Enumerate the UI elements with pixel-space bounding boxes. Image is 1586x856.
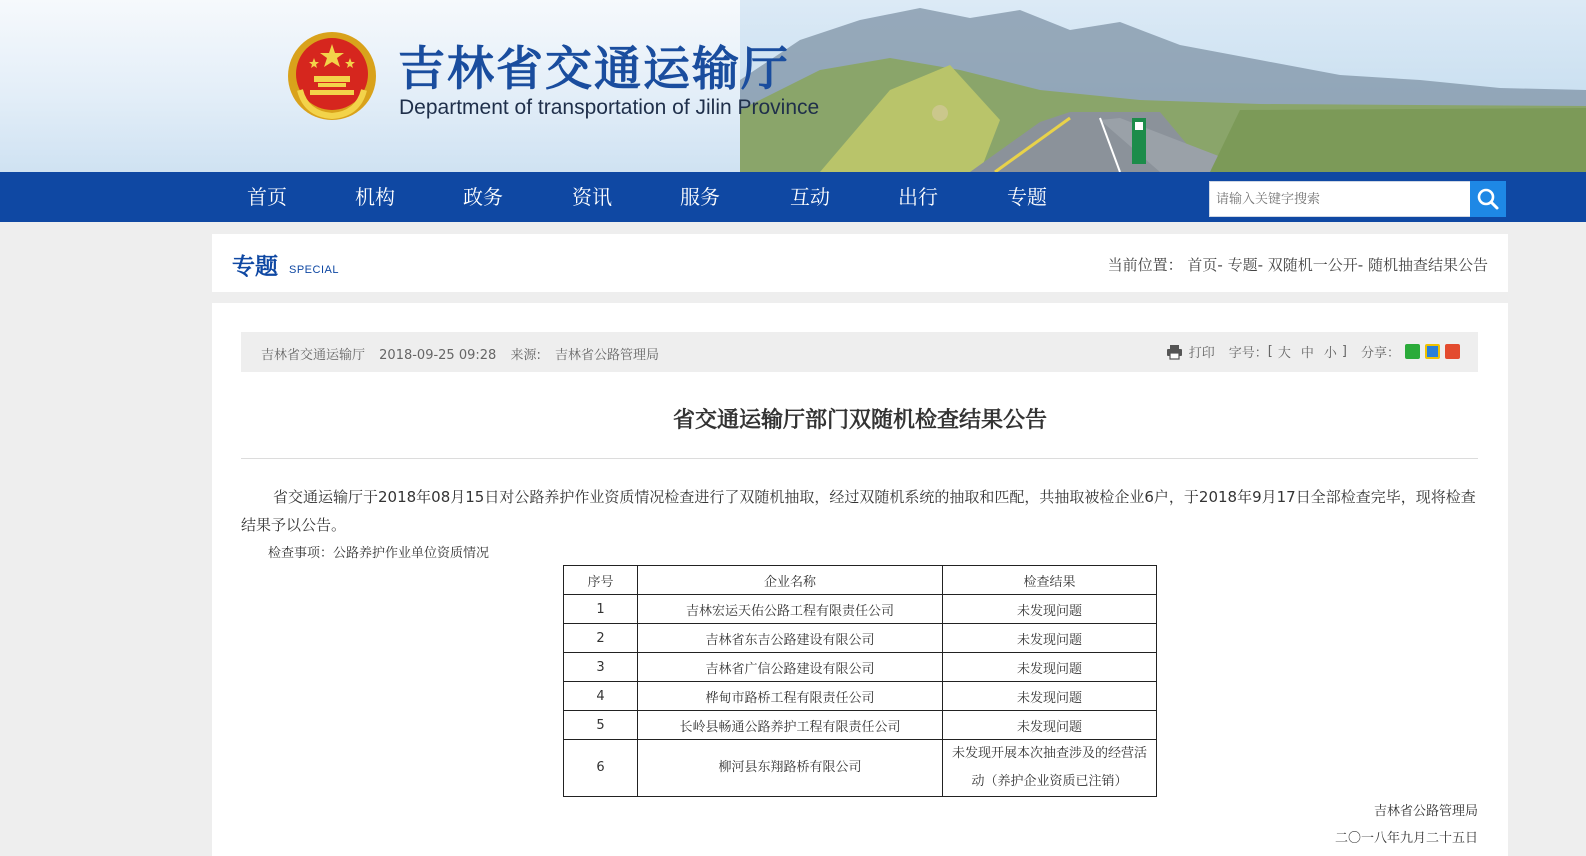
breadcrumb-item-double-random[interactable]: 双随机一公开: [1267, 256, 1358, 274]
nav-item-government[interactable]: 政务: [463, 185, 503, 209]
fontsize-bracket-close: ]: [1341, 344, 1347, 359]
table-cell: 3: [564, 653, 638, 682]
article-meta: [261, 344, 669, 363]
breadcrumb-separator: -: [1357, 256, 1368, 274]
site-banner: [0, 0, 1586, 172]
nav-item-home[interactable]: 首页: [247, 185, 287, 209]
table-header-cell: 企业名称: [638, 566, 943, 595]
table-row: [564, 682, 1157, 711]
breadcrumb-item-special[interactable]: 专题: [1227, 256, 1258, 274]
table-row: [564, 740, 1157, 797]
fontsize-small[interactable]: 小: [1323, 346, 1337, 361]
fontsize-large[interactable]: 大: [1277, 346, 1291, 361]
table-cell: 未发现问题: [943, 682, 1157, 711]
table-row: [564, 624, 1157, 653]
table-row: [564, 595, 1157, 624]
table-cell: 长岭县畅通公路养护工程有限责任公司: [638, 711, 943, 740]
fontsize-bracket-open: [: [1267, 344, 1273, 359]
table-cell: 5: [564, 711, 638, 740]
fontsize-label: 字号：: [1228, 346, 1268, 361]
table-cell: 柳河县东翔路桥有限公司: [638, 740, 943, 797]
article-card: [212, 303, 1508, 856]
inspection-item: 检查事项：公路养护作业单位资质情况: [268, 546, 490, 561]
title-divider: [241, 458, 1478, 459]
search-input[interactable]: [1209, 181, 1471, 217]
printer-icon[interactable]: [1166, 344, 1183, 360]
table-cell: 吉林省广信公路建设有限公司: [638, 653, 943, 682]
article-tools: [1166, 342, 1460, 361]
table-row: [564, 653, 1157, 682]
table-cell: 未发现开展本次抽查涉及的经营活动（养护企业资质已注销）: [943, 740, 1157, 797]
section-subtitle: SPECIAL: [289, 264, 339, 276]
table-cell: 未发现问题: [943, 653, 1157, 682]
table-cell: 未发现问题: [943, 595, 1157, 624]
table-cell: 1: [564, 595, 638, 624]
wechat-share-icon[interactable]: [1405, 344, 1420, 359]
section-title: 专题: [232, 254, 278, 280]
table-row: [564, 711, 1157, 740]
meta-publisher: 吉林省交通运输厅: [261, 348, 366, 363]
main-nav: [0, 172, 1586, 222]
table-cell: 未发现问题: [943, 624, 1157, 653]
table-cell: 6: [564, 740, 638, 797]
section-header: [212, 234, 1508, 292]
print-link[interactable]: 打印: [1188, 346, 1215, 361]
nav-item-interaction[interactable]: 互动: [790, 185, 830, 209]
share-label: 分享：: [1360, 346, 1400, 361]
signature-date: 二〇一八年九月二十五日: [1334, 831, 1478, 846]
nav-item-travel[interactable]: 出行: [898, 185, 938, 209]
signature: 吉林省公路管理局: [1373, 804, 1478, 819]
table-header-cell: 检查结果: [943, 566, 1157, 595]
breadcrumb: [1108, 254, 1488, 275]
search-button[interactable]: [1470, 181, 1506, 217]
banner-landscape-image: [740, 0, 1586, 172]
qzone-share-icon[interactable]: [1425, 344, 1440, 359]
search-icon: [1470, 181, 1506, 217]
table-cell: 桦甸市路桥工程有限责任公司: [638, 682, 943, 711]
site-title: 吉林省交通运输厅: [398, 42, 790, 97]
table-cell: 2: [564, 624, 638, 653]
breadcrumb-item-current[interactable]: 随机抽查结果公告: [1367, 256, 1488, 274]
meta-source-label: 来源:: [510, 348, 541, 363]
breadcrumb-separator: -: [1217, 256, 1228, 274]
nav-item-organization[interactable]: 机构: [355, 185, 395, 209]
breadcrumb-item-home[interactable]: 首页: [1187, 256, 1218, 274]
national-emblem-icon: [286, 30, 378, 122]
nav-item-special[interactable]: 专题: [1007, 185, 1047, 209]
nav-item-services[interactable]: 服务: [680, 185, 720, 209]
article-title: 省交通运输厅部门双随机检查结果公告: [672, 408, 1047, 433]
table-cell: 吉林宏运天佑公路工程有限责任公司: [638, 595, 943, 624]
site-subtitle: Department of transportation of Jilin Province: [399, 96, 820, 119]
breadcrumb-label: 当前位置：: [1107, 256, 1183, 274]
table-cell: 未发现问题: [943, 711, 1157, 740]
nav-item-news[interactable]: 资讯: [572, 185, 612, 209]
table-header-row: [564, 566, 1157, 595]
article-meta-bar: [241, 332, 1478, 372]
breadcrumb-separator: -: [1257, 256, 1268, 274]
results-table: [563, 565, 1157, 797]
table-cell: 吉林省东吉公路建设有限公司: [638, 624, 943, 653]
meta-datetime: 2018-09-25 09:28: [379, 348, 497, 363]
weibo-share-icon[interactable]: [1445, 344, 1460, 359]
table-header-cell: 序号: [564, 566, 638, 595]
table-cell: 4: [564, 682, 638, 711]
fontsize-medium[interactable]: 中: [1300, 346, 1314, 361]
meta-source: 吉林省公路管理局: [554, 348, 659, 363]
article-paragraph: 省交通运输厅于2018年08月15日对公路养护作业资质情况检查进行了双随机抽取，经过双随机系统的抽取和匹配，共抽取被检企业6户，于2018年9月17日全部检查完毕，现将检查结果予以公告。: [241, 488, 1476, 534]
